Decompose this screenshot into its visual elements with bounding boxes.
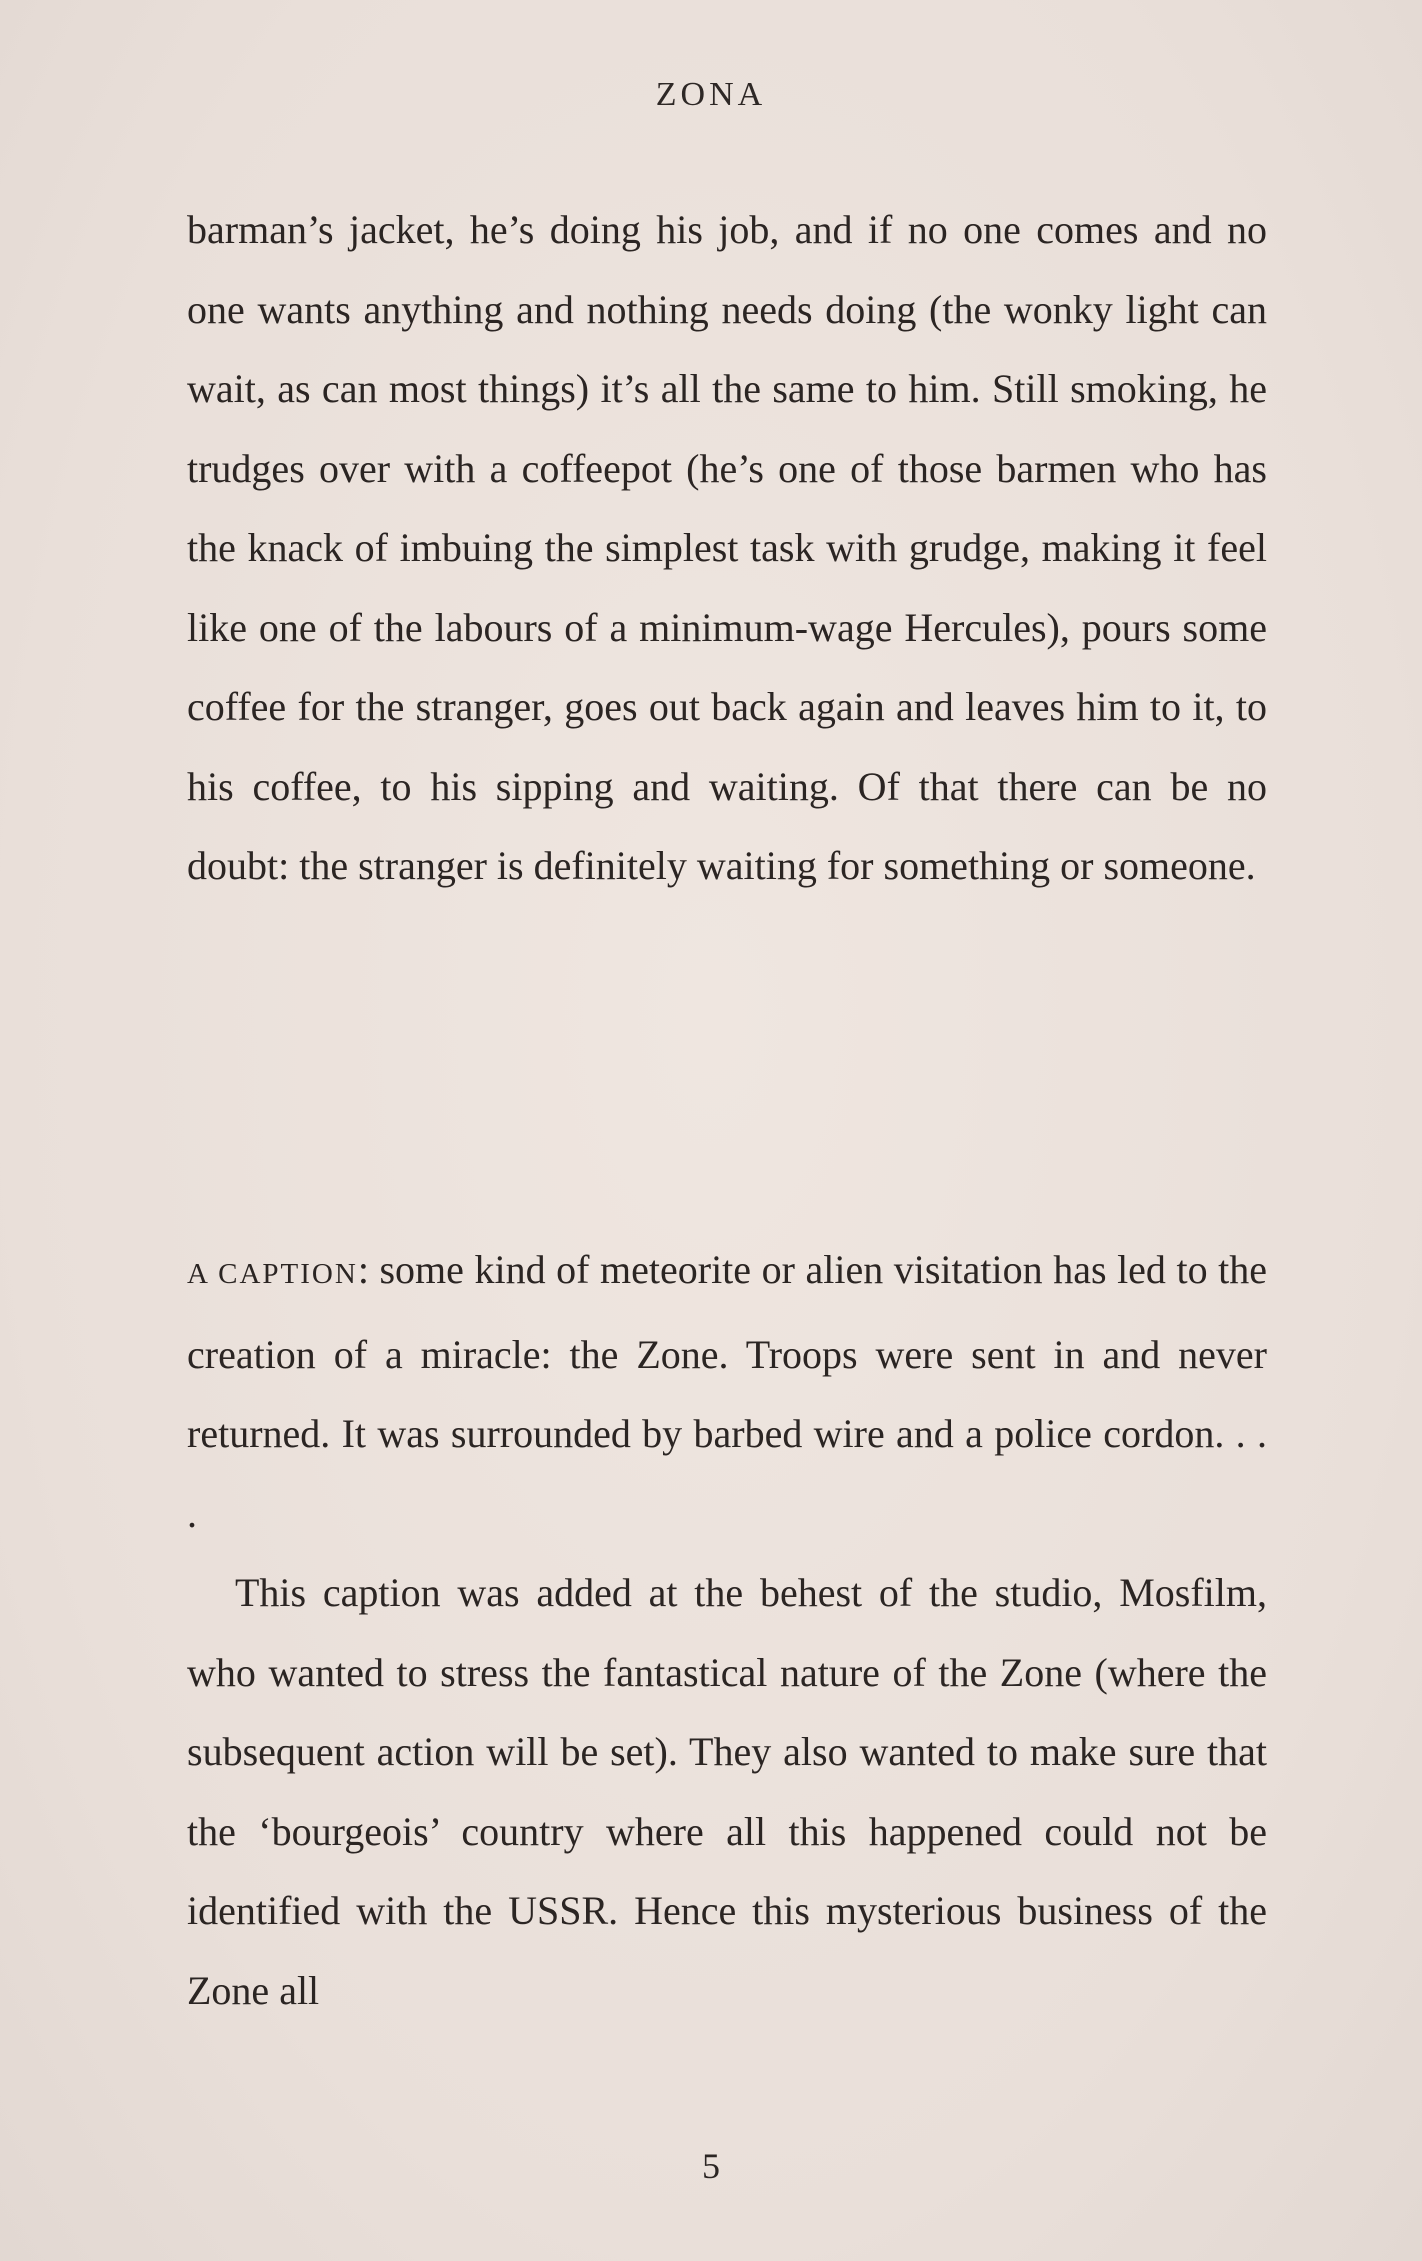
paragraph-mosfilm: This caption was added at the behest of the studio, Mosfilm, who wanted to stress the fantastical nature of the Zone (where the subsequent action will be set). They also wanted to make sure that the ‘bourgeois’ country where all this happened could not be identified with the USSR. Hence this mysterious business of the Zone all — [187, 1570, 1267, 2013]
page-number: 5 — [702, 2146, 720, 2186]
paragraph-caption — [187, 1230, 1267, 1553]
text-block-top — [187, 190, 1267, 906]
running-head: ZONA — [655, 76, 767, 113]
caption-text: : some kind of meteorite or alien visitation has led to the creation of a miracle: the Zone. Troops were sent in and never returned. It was surrounded by barbed wire and a police cordon. . . . — [187, 1247, 1268, 1536]
paragraph-continuation: barman’s jacket, he’s doing his job, and if no one comes and no one wants anything and nothing needs doing (the wonky light can wait, as can most things) it’s all the same to him. Still smoking, he trudges over with a coffeepot (he’s one of those barmen who has the knack of imbuing the simplest task with grudge, making it feel like one of the labours of a minimum-wage Hercules), pours some coffee for the stranger, goes out back again and leaves him to it, to his coffee, to his sipping and waiting. Of that there can be no doubt: the stranger is definitely waiting for something or someone. — [187, 207, 1267, 888]
caption-lead-in: A CAPTION — [187, 1258, 358, 1290]
text-block-bottom — [187, 1230, 1267, 2030]
